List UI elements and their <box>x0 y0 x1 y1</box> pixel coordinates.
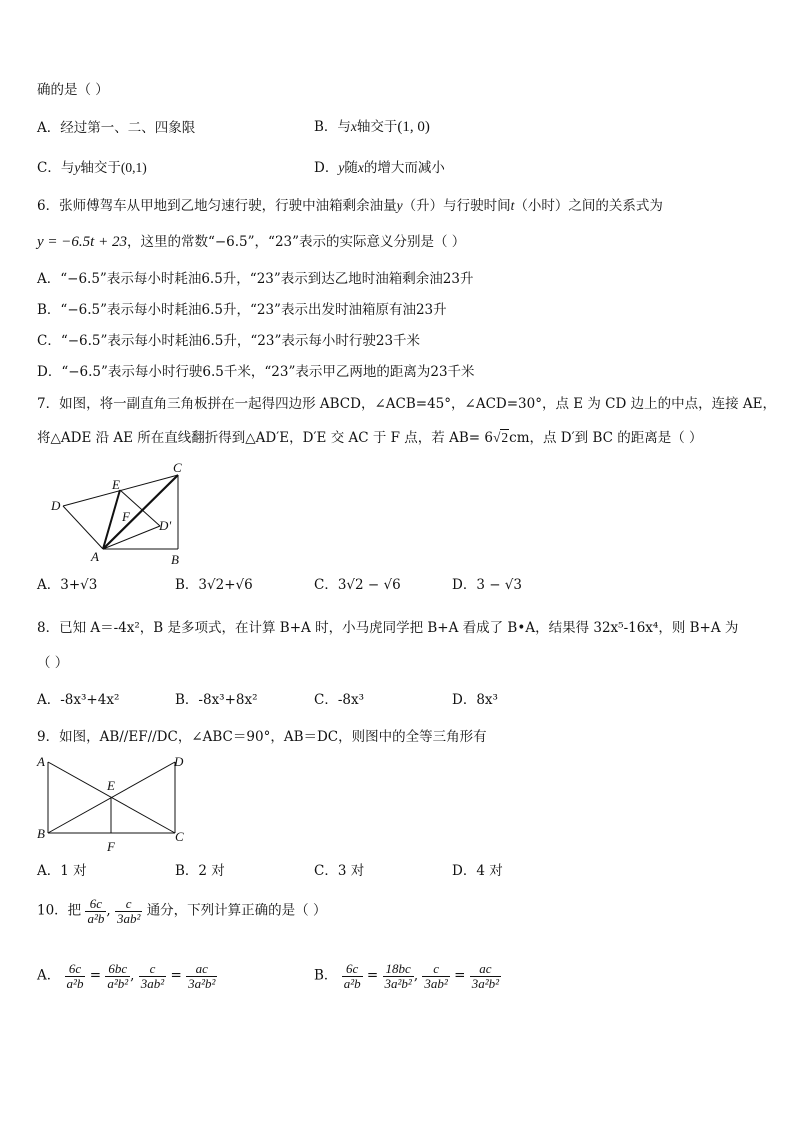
q7-label-a: A <box>91 549 99 564</box>
q7-figure <box>45 458 195 570</box>
q9-label-d: D <box>174 754 184 769</box>
q7-option-c: C．3√2 − √6 <box>314 577 401 593</box>
q9-option-b: B．2 对 <box>175 863 225 879</box>
q8-option-d: D．8x³ <box>452 692 498 708</box>
q7-label-c: C <box>173 460 182 475</box>
q5-option-c: C．与y轴交于(0,1) <box>37 160 147 176</box>
q9-option-c: C．3 对 <box>314 863 365 879</box>
q10-stem: 10．把 $\frac{6c}{\text{a²b}}$ , $\frac{c}{\text{3ab²}}$ 通分，下列计算正确的是（ ） <box>37 896 327 926</box>
q9-label-a: A <box>37 754 45 769</box>
q8-stem-line1: 8．已知 A＝-4x²，B 是多项式，在计算 B+A 时，小马虎同学把 B+A 看成了 B•A，结果得 32x⁵-16x⁴，则 B+A 为 <box>37 620 739 636</box>
q8-stem-line2: （ ） <box>37 655 69 671</box>
q7-label-e: E <box>112 477 120 492</box>
q10-fraction-1: $\frac{6c}{\text{a²b}}$ <box>87 896 105 926</box>
q10-option-b: B． $\frac{6c}{\text{a²b}}$ = $\frac{18bc}{\text{3a²b²}}$ , $\frac{c}{\text{3ab²}}$ = $\frac{ac}{\text{3a²b²}}$ <box>314 961 500 991</box>
q9-stem: 9．如图，AB//EF//DC，∠ABC＝90°，AB＝DC，则图中的全等三角形有 <box>37 729 487 745</box>
q6-option-a: A．“−6.5”表示每小时耗油6.5升，“23”表示到达乙地时油箱剩余油23升 <box>37 271 474 287</box>
q10-fraction-2: $\frac{c}{\text{3ab²}}$ <box>116 896 141 926</box>
q9-label-f: F <box>107 839 115 854</box>
q9-option-d: D．4 对 <box>452 863 503 879</box>
q9-label-e: E <box>107 778 115 793</box>
q6-option-c: C．“−6.5”表示每小时耗油6.5升，“23”表示每小时行驶23千米 <box>37 333 421 349</box>
q6-option-b: B．“−6.5”表示每小时耗油6.5升，“23”表示出发时油箱原有油23升 <box>37 302 447 318</box>
q6-option-d: D．“−6.5”表示每小时行驶6.5千米，“23”表示甲乙两地的距离为23千米 <box>37 364 475 380</box>
q6-stem-line1: 6．张师傅驾车从甲地到乙地匀速行驶，行驶中油箱剩余油量y（升）与行驶时间t（小时）之间的关系式为 <box>37 198 663 214</box>
q8-option-c: C．-8x³ <box>314 692 365 708</box>
q5-option-a: A．经过第一、二、四象限 <box>37 120 196 136</box>
q10-option-a: A． $\frac{6c}{\text{a²b}}$ = $\frac{6bc}{\text{a²b²}}$ , $\frac{c}{\text{3ab²}}$ = $\frac{ac}{\text{3a²b²}}$ <box>37 961 216 991</box>
q9-label-c: C <box>175 829 184 844</box>
q5-option-d: D．y随x的增大而减小 <box>314 160 445 176</box>
q5-option-b: B．与x轴交于(1, 0) <box>314 119 430 135</box>
q7-label-f: F <box>122 509 130 524</box>
q7-label-b: B <box>171 552 179 567</box>
q8-option-a: A．-8x³+4x² <box>37 692 120 708</box>
q9-figure <box>30 752 200 856</box>
q9-option-a: A．1 对 <box>37 863 87 879</box>
q7-stem-line1: 7．如图，将一副直角三角板拼在一起得四边形 ABCD，∠ACB=45°，∠ACD=30°，点 E 为 CD 边上的中点，连接 AE， <box>37 396 777 412</box>
q7-stem-line2: 将△ADE 沿 AE 所在直线翻折得到△AD′E，D′E 交 AC 于 F 点，若 AB= 6√2cm，点 D′到 BC 的距离是（ ） <box>37 430 703 446</box>
q7-option-b: B．3√2+√6 <box>175 577 253 593</box>
q7-label-dprime: D' <box>159 518 172 533</box>
q8-option-b: B．-8x³+8x² <box>175 692 258 708</box>
q5-stem-tail: 确的是（ ） <box>37 82 109 98</box>
q7-label-d: D <box>51 498 61 513</box>
q6-stem-line2: y = −6.5t + 23，这里的常数“−6.5”，“23”表示的实际意义分别是（ ） <box>37 234 466 250</box>
q9-label-b: B <box>37 826 45 841</box>
q6-formula: y = −6.5t + 23 <box>37 234 127 250</box>
q7-option-a: A．3+√3 <box>37 577 98 593</box>
q7-option-d: D．3 − √3 <box>452 577 522 593</box>
